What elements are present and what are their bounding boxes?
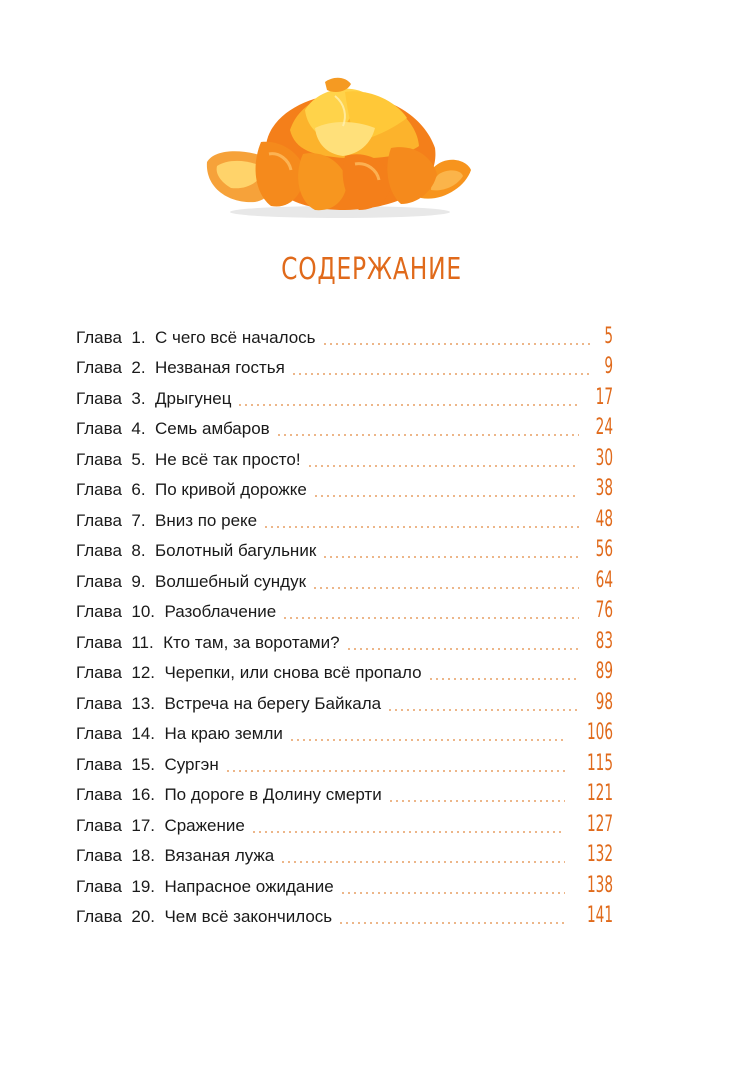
toc-page-number: 141 (586, 903, 613, 928)
toc-row[interactable] (76, 683, 613, 714)
table-of-contents (76, 317, 613, 927)
dot-leader (280, 861, 565, 863)
toc-chapter-title: Глава 13. Встреча на берегу Байкала (76, 693, 382, 713)
toc-chapter-title: Глава 3. Дрыгунец (76, 388, 232, 408)
dot-leader (387, 709, 579, 711)
toc-chapter-title: Глава 4. Семь амбаров (76, 419, 270, 438)
toc-row[interactable] (76, 836, 613, 867)
dot-leader (346, 648, 579, 650)
toc-page-number: 83 (595, 628, 613, 654)
dot-leader (307, 465, 579, 467)
toc-row[interactable] (76, 592, 613, 623)
toc-chapter-title: Глава 19. Напрасное ожидание (76, 876, 334, 896)
toc-page-number: 38 (595, 476, 613, 501)
toc-chapter-title: Глава 8. Болотный багульник (76, 541, 317, 560)
toc-page-number: 89 (595, 659, 613, 684)
dot-leader (291, 373, 593, 375)
toc-row[interactable] (76, 500, 613, 531)
dot-leader (276, 434, 579, 436)
toc-page-number: 17 (595, 384, 613, 410)
toc-chapter-title: Глава 10. Разоблачение (76, 602, 277, 621)
toc-row[interactable] (76, 897, 613, 928)
dot-leader (338, 922, 565, 924)
toc-chapter-title: Глава 12. Черепки, или снова всё пропало (76, 663, 422, 682)
toc-page-number: 132 (586, 842, 613, 867)
dot-leader (237, 404, 579, 406)
dot-leader (322, 343, 593, 345)
peeled-mandarin-icon (195, 70, 485, 220)
toc-chapter-title: Глава 20. Чем всё закончилось (76, 907, 333, 926)
toc-page-number: 48 (595, 506, 613, 532)
toc-chapter-title: Глава 14. На краю земли (76, 724, 283, 743)
dot-leader (340, 892, 565, 894)
toc-chapter-title: Глава 16. По дороге в Долину смерти (76, 785, 382, 804)
toc-page-number: 64 (595, 567, 613, 593)
toc-page-number: 56 (595, 537, 613, 562)
dot-leader (251, 831, 565, 833)
toc-row[interactable] (76, 439, 613, 470)
toc-row[interactable] (76, 775, 613, 806)
toc-chapter-title: Глава 2. Незваная гостья (76, 358, 285, 377)
toc-page-number: 24 (595, 415, 613, 440)
toc-page-number: 106 (586, 720, 613, 745)
toc-row[interactable] (76, 317, 613, 348)
dot-leader (289, 739, 565, 741)
toc-page-number: 121 (586, 781, 613, 806)
toc-row[interactable] (76, 561, 613, 592)
toc-row[interactable] (76, 653, 613, 684)
toc-chapter-title: Глава 6. По кривой дорожке (76, 480, 307, 499)
toc-row[interactable] (76, 470, 613, 501)
toc-row[interactable] (76, 805, 613, 836)
dot-leader (263, 526, 579, 528)
toc-chapter-title: Глава 18. Вязаная лужа (76, 846, 275, 865)
toc-chapter-title: Глава 1. С чего всё началось (76, 327, 316, 347)
toc-page-number: 30 (595, 445, 613, 471)
toc-row[interactable] (76, 531, 613, 562)
dot-leader (388, 800, 565, 802)
toc-chapter-title: Глава 15. Сургэн (76, 754, 219, 774)
toc-row[interactable] (76, 378, 613, 409)
toc-row[interactable] (76, 409, 613, 440)
toc-row[interactable] (76, 866, 613, 897)
dot-leader (312, 587, 579, 589)
toc-chapter-title: Глава 7. Вниз по реке (76, 510, 258, 530)
dot-leader (225, 770, 565, 772)
dot-leader (428, 678, 579, 680)
toc-page-number: 127 (586, 811, 613, 837)
toc-row[interactable] (76, 744, 613, 775)
page-title: СОДЕРЖАНИЕ (281, 252, 462, 287)
toc-row[interactable] (76, 714, 613, 745)
toc-row[interactable] (76, 622, 613, 653)
toc-page-number: 98 (595, 689, 613, 715)
toc-chapter-title: Глава 11. Кто там, за воротами? (76, 632, 340, 652)
dot-leader (322, 556, 579, 558)
toc-chapter-title: Глава 17. Сражение (76, 815, 245, 835)
toc-chapter-title: Глава 9. Волшебный сундук (76, 571, 307, 591)
toc-chapter-title: Глава 5. Не всё так просто! (76, 449, 301, 469)
toc-row[interactable] (76, 348, 613, 379)
dot-leader (282, 617, 579, 619)
toc-page-number: 138 (586, 872, 613, 898)
dot-leader (313, 495, 579, 497)
toc-page-number: 5 (604, 323, 613, 349)
toc-page-number: 9 (604, 354, 613, 379)
toc-page-number: 76 (595, 598, 613, 623)
toc-page-number: 115 (586, 750, 613, 776)
